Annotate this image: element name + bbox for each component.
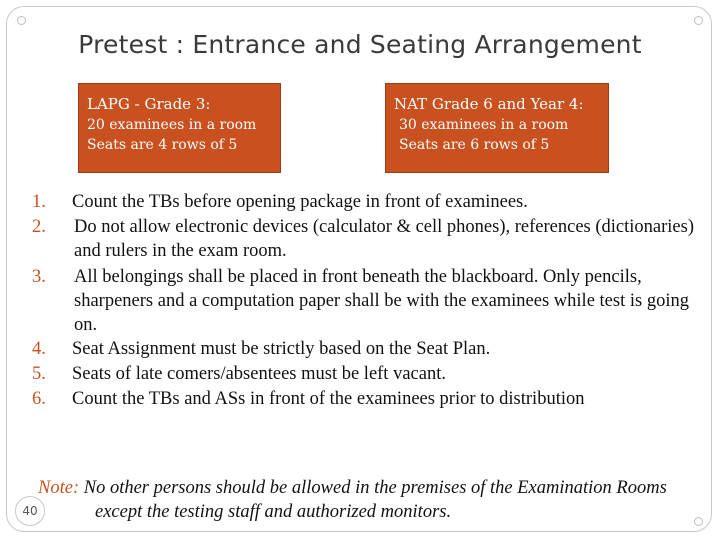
list-number: 5. <box>32 364 46 384</box>
list-item <box>32 265 702 337</box>
list-item <box>32 337 702 362</box>
list-text: All belongings shall be placed in front beneath the blackboard. Only pencils, sharpeners and a computation paper shall be with the examinees while test is going on. <box>74 267 689 335</box>
list-text: Seats of late comers/absentees must be left vacant. <box>72 364 446 384</box>
list-item <box>32 215 702 263</box>
note-text-line2: except the testing staff and authorized monitors. <box>95 502 452 522</box>
list-number: 4. <box>32 339 46 359</box>
list-item <box>32 362 702 387</box>
list-item <box>32 190 702 215</box>
box-heading: LAPG - Grade 3: <box>87 95 211 113</box>
note-label: Note: <box>38 478 80 498</box>
instruction-list <box>32 190 702 412</box>
slide-title: Pretest : Entrance and Seating Arrangement <box>78 30 642 59</box>
corner-ornament <box>17 16 26 25</box>
list-item <box>32 387 702 412</box>
box-heading: NAT Grade 6 and Year 4: <box>394 95 584 113</box>
lapg-info-box <box>78 83 281 173</box>
list-text: Do not allow electronic devices (calculator & cell phones), references (dictionaries) and rulers in the exam room. <box>74 217 694 261</box>
box-examinee-count: 20 examinees in a room <box>87 117 257 133</box>
list-number: 3. <box>32 267 46 287</box>
corner-ornament <box>694 16 703 25</box>
list-text: Count the TBs and ASs in front of the examinees prior to distribution <box>72 389 585 409</box>
list-text: Count the TBs before opening package in front of examinees. <box>72 192 528 212</box>
box-examinee-count: 30 examinees in a room <box>399 117 569 133</box>
list-number: 6. <box>32 389 46 409</box>
page-number-badge: 40 <box>15 496 45 526</box>
note-text-line1: No other persons should be allowed in the premises of the Examination Rooms <box>83 478 667 498</box>
note <box>38 476 698 524</box>
box-seat-layout: Seats are 6 rows of 5 <box>399 137 550 153</box>
box-seat-layout: Seats are 4 rows of 5 <box>87 137 238 153</box>
nat-info-box <box>385 83 609 173</box>
list-number: 1. <box>32 192 46 212</box>
list-number: 2. <box>32 217 46 237</box>
list-text: Seat Assignment must be strictly based on the Seat Plan. <box>72 339 491 359</box>
